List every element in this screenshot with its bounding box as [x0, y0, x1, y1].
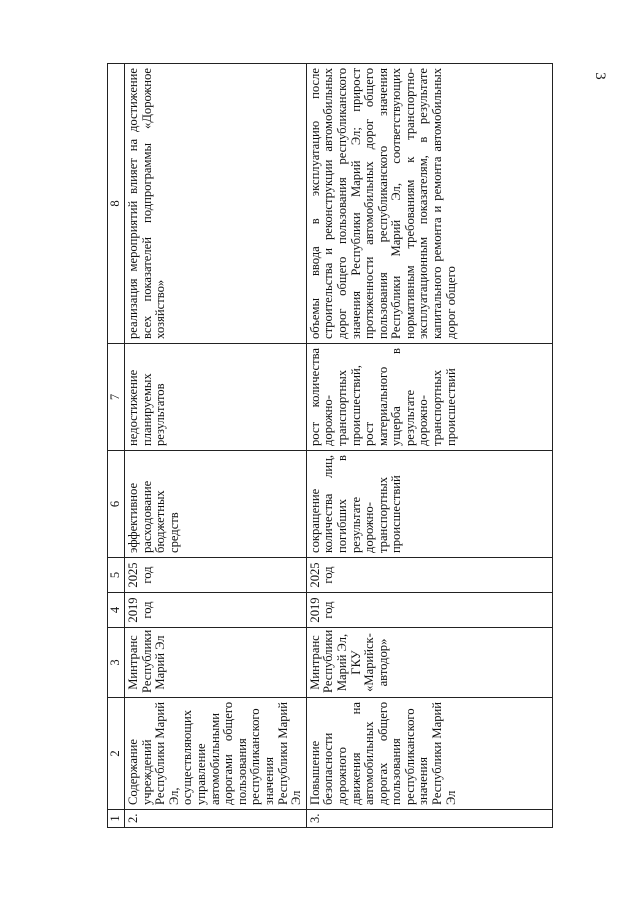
header-cell-1: 1	[108, 810, 125, 828]
expected-result: сокращение количества лиц, погибших в результате дорожно-транспортных происшествий	[306, 451, 552, 558]
header-cell-8: 8	[108, 64, 125, 344]
end-year: 2025 год	[306, 558, 552, 593]
header-cell-3: 3	[108, 628, 125, 698]
measures-table	[107, 63, 553, 828]
header-cell-2: 2	[108, 698, 125, 810]
row-number: 2.	[125, 810, 307, 828]
page-number: 3	[592, 72, 608, 80]
expected-result: эффективное расходование бюджетных средств	[125, 451, 307, 558]
end-year: 2025 год	[125, 558, 307, 593]
executor: Минтранс Республики Марий Эл	[125, 628, 307, 698]
table-header-row	[108, 64, 125, 828]
header-cell-4: 4	[108, 593, 125, 628]
indicator-link: объемы ввода в эксплуатацию после строительства и реконструкции автомобильных дорог общего пользования республиканского значения Республики Марий Эл; прирост протяженности автомобильных дорог общего пользования республиканского значения Республики Марий Эл, соответствующих нормативным требованиям к транспортно-эксплуатационным показателям, в результате капитального ремонта и ремонта автомобильных дорог общего	[306, 64, 552, 344]
header-cell-7: 7	[108, 344, 125, 451]
row-number: 3.	[306, 810, 552, 828]
executor: Минтранс Республики Марий Эл, ГКУ «Марийск-автодор»	[306, 628, 552, 698]
start-year: 2019 год	[306, 593, 552, 628]
table-row	[306, 64, 552, 828]
non-implementation-consequence: недостижение планируемых результатов	[125, 344, 307, 451]
non-implementation-consequence: рост количества дорожно-транспортных происшествий, рост материального ущерба в результате дорожно-транспортных происшествий	[306, 344, 552, 451]
start-year: 2019 год	[125, 593, 307, 628]
rotated-table-container	[107, 64, 553, 828]
measure-name: Содержание учреждений Республики Марий Эл, осуществляющих управление автомобильными дорогами общего пользования республиканского значения Республики Марий Эл	[125, 698, 307, 810]
table-row	[125, 64, 307, 828]
header-cell-6: 6	[108, 451, 125, 558]
header-cell-5: 5	[108, 558, 125, 593]
measure-name: Повышение безопасности дорожного движения на автомобильных дорогах общего пользования республиканского значения Республики Марий Эл	[306, 698, 552, 810]
indicator-link: реализация мероприятий влияет на достижение всех показателей подпрограммы «Дорожное хозяйство»	[125, 64, 307, 344]
